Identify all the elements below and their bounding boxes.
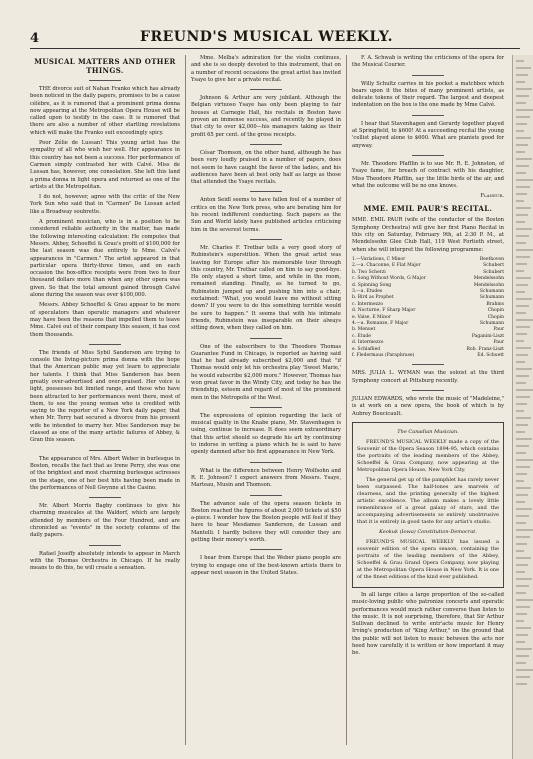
page-number: 4 (30, 31, 40, 46)
edge-text-line (516, 592, 526, 594)
edge-text-line (516, 88, 532, 90)
column-divider (185, 55, 186, 745)
recital-title: MME. EMIL PAUR'S RECITAL. (363, 204, 493, 214)
masthead: FREUND'S MUSICAL WEEKLY. (140, 29, 393, 45)
edge-text-line (516, 655, 529, 657)
edge-text-line (516, 67, 531, 69)
edge-text-line (516, 620, 524, 622)
edge-text-line (516, 312, 526, 314)
item-rule (250, 407, 282, 408)
edge-text-line (516, 529, 533, 531)
programme-composer: Paur (493, 340, 504, 346)
edge-text-line (516, 319, 533, 321)
programme-piece: c. Song Without Words, G Major (352, 276, 426, 282)
paragraph: The friends of Miss Sybil Sanderson are trying to console the living-picture prima donna with the hope that the American public may yet learn to appreciate her talents. I think that Miss Sanderson has been greatly over-advertised and over-praised. Her voice is light, possesses but limited range, and those who have been attracted to her performances went there, most of them, to see the young woman who is credited with saying to the reporter of a New York daily paper, that when Mr. Terry had secured a divorce from his present wife he intended to marry her. Miss Sanderson may be classed as one of the many artistic failures of Abbey, & Gran this season. (30, 349, 180, 444)
item-rule (412, 155, 444, 156)
paragraph: Rafael Joseffy absolutely intends to appear in March with the Thomas Orchestra in Chicago. If he really means to do this, he will create a sensation. (30, 550, 180, 572)
header-rule (30, 48, 520, 49)
edge-text-line (516, 487, 531, 489)
item-rule (250, 144, 282, 145)
edge-text-line (516, 375, 529, 377)
programme-composer: Ed. Schuett (477, 353, 504, 359)
paragraph: F. A. Schwab is writing the criticisms of the opera for the Musical Courier. (352, 55, 504, 69)
paragraph: Anton Seidl seems to have fallen foul of a number of critics on the New York press, who are berating him for his recent indifferent conducting. Such papers as the Sun and World lately have published articles criticising him in the severest terms. (191, 197, 341, 233)
paragraph: César Thomson, on the other hand, although he has been very loudly praised in a number of papers, does not seem to have caught the favor of the ladies, and his audiences have been at best only half as large as those that attended the Ysaye recitals. (191, 149, 341, 186)
column-3 (352, 55, 504, 661)
edge-text-line (516, 571, 525, 573)
edge-text-line (516, 634, 528, 636)
programme-piece: d. Nocturne, F Sharp Major (352, 308, 416, 314)
edge-text-line (516, 389, 533, 391)
edge-text-line (516, 648, 532, 650)
edge-text-line (516, 354, 528, 356)
programme-composer: Chopin (487, 308, 504, 314)
edge-text-line (516, 368, 532, 370)
paragraph: Mme. Melba's admiration for the violin continues, and she is so deeply devoted to this instrument, that on a number of recent occasions the great artist has invited Ysaye to give her a private recital. (191, 55, 341, 83)
item-rule (250, 338, 282, 339)
edge-text-line (516, 669, 533, 671)
edge-text-line (516, 137, 531, 139)
paragraph: Johnson & Arthur are very jubilant. Although the Belgian virtuoso Ysaye has only been playing to fair houses at Carnegie Hall, his recitals in Boston have proven an immense success, and recently he played in that city to over $2,000—his managers taking as their profit 65 per cent. of the gross receipts. (191, 95, 341, 138)
edge-text-line (516, 109, 533, 111)
edge-text-line (516, 641, 525, 643)
item-rule (250, 495, 282, 496)
edge-text-line (516, 347, 531, 349)
box-subheading: The Canadian Musician. (397, 428, 459, 435)
edge-text-line (516, 102, 526, 104)
edge-text-line (516, 207, 531, 209)
edge-text-line (516, 466, 530, 468)
paragraph: One of the subscribers to the Theodore Thomas Guarantee Fund in Chicago, is reported as having said that he had already subscribed $2,000 and that "if Thomas would only let his orchestra play 'Sweet Marie,' he would subscribe $2,000 more." However, Thomas has won great favor in the Windy City, and today he has the friendship, esteem and regard of most of the prominent men in the Metropolis of the West. (191, 343, 341, 401)
edge-text-line (516, 172, 526, 174)
item-rule (412, 115, 444, 116)
edge-text-line (516, 417, 531, 419)
paragraph: I hear that Stavenhagen and Gerardy together played at Springfield, to $600! At a succeeding recital the young 'cellist played alone to $600. What are pianists good for anyway. (352, 120, 504, 149)
paragraph: I hear from Europe that the Weber piano people are trying to engage one of the best-known artists there to appear next season in the United States. (191, 555, 341, 576)
item-rule (250, 89, 282, 90)
paragraph: What is the difference between Henry Wolfsohn and R. E. Johnson? I expect answers from Messrs. Ysaye, Marteau, Musin and Thomson. (191, 467, 341, 489)
programme-composer: Schumann (479, 321, 504, 326)
edge-text-line (516, 585, 529, 587)
paragraph: Messrs. Abbey Schoeffel & Grau appear to be more of speculators than operatic managers and whatever may have been the reasons that impelled them to leave Mme. Calvé out of their company this season, it has cost them thousands. (30, 302, 180, 338)
edge-text-line (516, 179, 533, 181)
edge-text-line (516, 151, 525, 153)
item-rule (89, 497, 121, 498)
edge-text-line (516, 298, 532, 300)
edge-text-line (516, 74, 528, 76)
edge-text-line (516, 683, 527, 685)
edge-text-line (516, 613, 527, 615)
edge-text-line (516, 557, 531, 559)
paragraph: I do not, however, agree with the critic of the New York Sun who said that in "Carmen" De Lussan acted like a Broadway soubrette. (30, 194, 180, 215)
item-rule (250, 191, 282, 192)
programme-composer: Chopin (487, 314, 504, 320)
press-notices-box (352, 422, 504, 588)
programme-piece: e. Valse, E Minor (352, 314, 391, 320)
paragraph: Mr. Albert Morris Bagby continues to give his charming musicales at the Waldorf, which are largely attended by members of the Four Hundred, and are chronicled as "events" in the society columns of the daily papers. (30, 503, 180, 539)
edge-text-line (516, 200, 524, 202)
programme-item (352, 353, 504, 359)
paragraph: FREUND'S MUSICAL WEEKLY has issued a souvenir edition of the opera season, containing the portraits of the leading members of the Abbey, Schoeffel & Grau Grand Opera Company, now playing at the Metropolitan Opera House in New York. It is one of the finest editions of the kind ever published. (357, 538, 499, 580)
paragraph: MRS. JULIA L. WYMAN was the soloist at the third Symphony concert at Pittsburg recently. (352, 370, 504, 384)
recital-intro: MME. EMIL PAUR (wife of the conductor of the Boston Symphony Orchestra) will give her first Piano Recital in this city on Saturday, February 9th, at 2:30 P. M., at Mendelssohn Glee Club Hall, 119 West Fortieth street, when she will interpret the following programme: (352, 217, 504, 253)
edge-text-line (516, 564, 528, 566)
item-rule (412, 390, 444, 391)
programme-composer: Rob. Franz-Liszt (466, 346, 504, 352)
edge-text-line (516, 81, 525, 83)
item-rule (89, 344, 121, 345)
edge-text-line (516, 424, 528, 426)
programme-piece: b. Menuet (352, 327, 376, 333)
programme-list (352, 257, 504, 360)
item-rule (250, 462, 282, 463)
edge-text-line (516, 242, 526, 244)
edge-text-line (516, 403, 527, 405)
programme-piece: 3.—a. Etudes (352, 288, 383, 294)
edge-text-line (516, 235, 529, 237)
programme-composer: Paur (493, 327, 504, 333)
column-1 (30, 55, 180, 576)
paragraph: The general get up of the pamphlet has rarely never been surpassed. The half-tones are marvels of clearness, and the printing generally of the highest artistic excellence. The album makes a lovely little remembrance of a great galaxy of stars, and the accompanying advertisements so entirely unobtrusive that it is entirely in good taste for any artist's studio. (357, 476, 499, 525)
box-subheading: Keokuk (Iowa) Constitution-Democrat. (379, 528, 477, 535)
paragraph: In all large cities a large proportion of the so-called music-loving public who patronize concerts and operatic performances would much rather converse than listen to the music. It is not surprising, therefore, that Sir Arthur Sullivan declined to write entr'acte music for Henry Irving's production of "King Arthur," on the ground that the public will not listen to music between the acts nor heed how carefully it is written or how important it may be. (352, 591, 504, 657)
paragraph: FREUND'S MUSICAL WEEKLY made a copy of the Souvenir of the Opera Season 1894-95, which contains the portraits of the leading members of the Abbey, Schoeffel & Grau Company, now appearing at the Metropolitan Opera House, New York City. (357, 438, 499, 473)
edge-text-line (516, 340, 524, 342)
edge-text-line (516, 543, 527, 545)
edge-text-line (516, 452, 526, 454)
paragraph: The expressions of opinion regarding the lack of musical quality in the Knabe piano, Mr. Stavenhagen is using, continue to increase. It does seem extraordinary that this artist should so degrade his art by continuing to indorse in writing a piano which he is said to have openly damned after his first appearance in New York. (191, 412, 341, 456)
edge-text-line (516, 277, 531, 279)
edge-text-line (516, 508, 532, 510)
programme-composer: Mendelssohn (473, 282, 504, 288)
edge-text-line (516, 662, 526, 664)
item-rule (412, 364, 444, 365)
edge-text-line (516, 480, 524, 482)
edge-text-line (516, 116, 530, 118)
edge-text-line (516, 627, 531, 629)
edge-text-line (516, 95, 529, 97)
programme-piece: d. Spinning Song (352, 282, 392, 288)
paragraph: A prominent musician, who is in a position to be considered reliable authority in the matter, has made the following interesting calculation: He computes that Messrs. Abbey, Schoeffel & Grau's profit of $100,000 for the last season was due entirely to Mme. Calvé's appearances in "Carmen." The artist appeared in that particular opera thirty-three times, and on each occasion the box-office receipts were from two to four thousand dollars more than when any other opera was given. So that the total amount gained through Calvé alone during the season was over $100,000. (30, 219, 180, 299)
edge-text-line (516, 410, 524, 412)
edge-text-line (516, 494, 528, 496)
programme-composer: Schumann (479, 288, 504, 294)
edge-text-line (516, 60, 524, 62)
signature: Flaneur. (480, 193, 504, 200)
edge-text-line (516, 459, 533, 461)
programme-composer: Schubert (483, 263, 504, 269)
edge-text-line (516, 249, 533, 251)
edge-text-line (516, 536, 530, 538)
edge-text-line (516, 158, 532, 160)
paragraph: THE divorce suit of Nahan Franko which has already been noticed in the daily papers, promises to be a cause célèbre, as it is rumored that a prominent prima donna now appearing at the Metropolitan Opera House will be called upon to testify in the case. It is rumored that there are also a number of other startling revelations which will make the Franko suit exceedingly spicy. (30, 86, 180, 136)
column-2 (191, 55, 341, 580)
programme-composer: Brahms (486, 301, 504, 307)
edge-text-line (516, 130, 524, 132)
programme-composer: Paganini-Liszt (471, 333, 504, 339)
edge-text-line (516, 284, 528, 286)
edge-text-line (516, 291, 525, 293)
paragraph: Mr. Theodore Pfafflin is to sue Mr. R. E. Johnston, of Ysaye fame, for breach of contract with his daughter, Miss Theodore Pfafflin, say the little birds of the air, and what the outcome will be no one knows. (352, 160, 504, 189)
programme-composer: Schumann (479, 295, 504, 301)
edge-text-line (516, 382, 526, 384)
programme-piece: c. Etude (352, 333, 371, 339)
programme-piece: c. Intermezzo (352, 301, 384, 307)
edge-text-line (516, 578, 532, 580)
item-rule (89, 545, 121, 546)
paragraph: Mr. Charles F. Tretbar tells a very good story of Rubinstein's superstition. When the great artist was leaving for Europe after his memorable tour through this country, Mr. Tretbar called on him to say good-bye. He only stayed a short time, and while in the room, remained standing. Finally, as he turned to go, Rubinstein jumped up and pushing him into a chair, exclaimed: "What, you would leave me without sitting down? If you were to do this something terrible would be sure to happen." It seems that with his intimate friends, Rubinstein was inseparable on their always sitting down, when they called on him. (191, 244, 341, 332)
programme-piece: e. Schlaflied (352, 346, 381, 352)
item-rule (250, 239, 282, 240)
edge-text-line (516, 431, 525, 433)
edge-text-line (516, 550, 524, 552)
programme-piece: 4.—a. Romanze, F Major (352, 321, 409, 326)
programme-piece: 2.—a. Chaconne, E Flat Major (352, 263, 421, 269)
edge-text-line (516, 270, 524, 272)
paragraph: The advance sale of the opera season tickets in Boston reached the figures of about 2,000 tickets at $50 a-piece. I wonder how the Boston people will feel if they have to hear Mesdames Sanderson, de Lussan and Mantelli. I hardly believe they will consider they are getting their money's worth. (191, 500, 341, 544)
item-rule (250, 549, 282, 550)
edge-text-line (516, 515, 529, 517)
edge-text-line (516, 445, 529, 447)
programme-composer: Beethoven (479, 256, 504, 262)
edge-text-line (516, 606, 530, 608)
edge-text-line (516, 361, 525, 363)
programme-piece: b. Two Scherzi (352, 269, 386, 275)
edge-text-line (516, 221, 525, 223)
paragraph: Willy Schultz carries in his pocket a matchbox which bears upon it the bites of many prominent artists, as delicate tokens of their regard. The largest and deepest indentation on the box is the one made by Mme Calvé. (352, 80, 504, 109)
programme-composer: Mendelssohn (473, 276, 504, 282)
edge-text-line (516, 333, 527, 335)
title-rule (89, 80, 121, 81)
programme-piece: f. Fledermaus (Paraphrase) (352, 353, 415, 359)
edge-text-line (516, 522, 526, 524)
edge-text-line (516, 214, 528, 216)
edge-text-line (516, 326, 530, 328)
edge-text-line (516, 473, 527, 475)
paragraph: Poor Zélie de Lussan! This young artist has the sympathy of all who wish her well. Her appearance in this country has not been a success. Her performance of Carmen simply contrasted her with Calvé. Miss de Lussan has, however, one consolation. She left this land a prima donna in light opera and returned as one of the artists at the Metropolitan. (30, 140, 180, 190)
item-rule (89, 450, 121, 451)
facing-page-edge (512, 55, 533, 759)
edge-text-line (516, 263, 527, 265)
edge-text-line (516, 396, 530, 398)
edge-text-line (516, 305, 529, 307)
paragraph: JULIAN EDWARDS, who wrote the music of "Madeleine," is at work on a new opera, the book of which is by Aubrey Boucicault. (352, 396, 504, 417)
edge-text-line (516, 256, 530, 258)
edge-text-line (516, 438, 532, 440)
programme-piece: b. Bird as Prophet (352, 295, 394, 301)
section-title: MUSICAL MATTERS AND OTHER THINGS. (34, 57, 176, 75)
edge-text-line (516, 144, 528, 146)
programme-composer: Schubert (483, 269, 504, 275)
programme-piece: d. Intermezzo (352, 340, 384, 346)
programme-piece: 1.—Variations, C Minor (352, 256, 406, 262)
edge-text-line (516, 501, 525, 503)
edge-text-line (516, 193, 527, 195)
edge-text-line (516, 123, 527, 125)
edge-text-line (516, 228, 532, 230)
paragraph: The appearance of Mrs. Albert Weber in burlesque in Boston, recalls the fact that as Irene Perry, she was one of the brightest and most charming burlesque actresses on the stage, one of her best hits having been made in the performances of Nell Gwynne at the Casino. (30, 455, 180, 491)
column-divider (346, 55, 347, 745)
edge-text-line (516, 676, 530, 678)
edge-text-line (516, 599, 533, 601)
edge-text-line (516, 186, 530, 188)
edge-text-line (516, 165, 529, 167)
item-rule (412, 75, 444, 76)
